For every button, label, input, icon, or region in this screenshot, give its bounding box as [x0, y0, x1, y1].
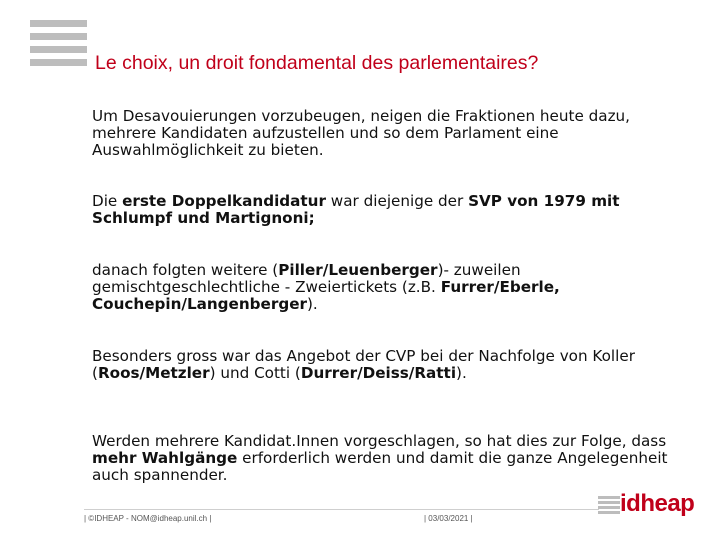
emphasis-text: Durrer/Deiss/Ratti [300, 364, 457, 382]
body-text: Die [92, 192, 123, 210]
paragraph-further-tickets [92, 262, 672, 313]
body-text: Werden mehrere Kandidat.Innen vorgeschlagen, so hat dies zur Folge, dass [92, 432, 667, 450]
footer-copyright: | ©IDHEAP - NOM@idheap.unil.ch | [84, 514, 212, 523]
body-text: ). [307, 295, 318, 313]
emphasis-text: Furrer/Eberle, Couchepin/Langenberger [92, 278, 560, 313]
paragraph-first-double-candidacy [92, 193, 672, 227]
brand-wordmark: idheap [620, 490, 695, 517]
body-text: Um Desavouierungen vorzubeugen, neigen die Fraktionen heute dazu, mehrere Kandidaten aufzustellen und so dem Parlament eine Auswahlmöglichkeit zu bieten. [92, 107, 631, 159]
body-text: erforderlich werden und damit die ganze Angelegenheit auch spannender. [92, 449, 668, 484]
emphasis-text: mehr Wahlgänge [92, 449, 238, 467]
emphasis-text: Piller/Leuenberger [278, 261, 438, 279]
emphasis-text: SVP von 1979 mit Schlumpf und Martignoni; [92, 192, 620, 227]
footer-date: | 03/03/2021 | [424, 514, 473, 523]
body-text: )- zuweilen gemischtgeschlechtliche - Zweiertickets (z.B. [92, 261, 521, 296]
body-text: Besonders gross war das Angebot der CVP bei der Nachfolge von Koller ( [92, 347, 635, 382]
idheap-logo [598, 490, 693, 522]
paragraph-consequence [92, 433, 672, 484]
logo-stripes-icon [30, 20, 87, 72]
footer-divider [84, 509, 599, 510]
slide-title: Le choix, un droit fondamental des parlementaires? [95, 52, 539, 74]
body-text: danach folgten weitere ( [92, 261, 279, 279]
paragraph-intro [92, 108, 672, 159]
emphasis-text: erste Doppelkandidatur [122, 192, 326, 210]
body-text: war diejenige der [325, 192, 469, 210]
paragraph-cvp-offer [92, 348, 672, 382]
body-text: ) und Cotti ( [209, 364, 301, 382]
body-text: ). [456, 364, 467, 382]
emphasis-text: Roos/Metzler [97, 364, 210, 382]
